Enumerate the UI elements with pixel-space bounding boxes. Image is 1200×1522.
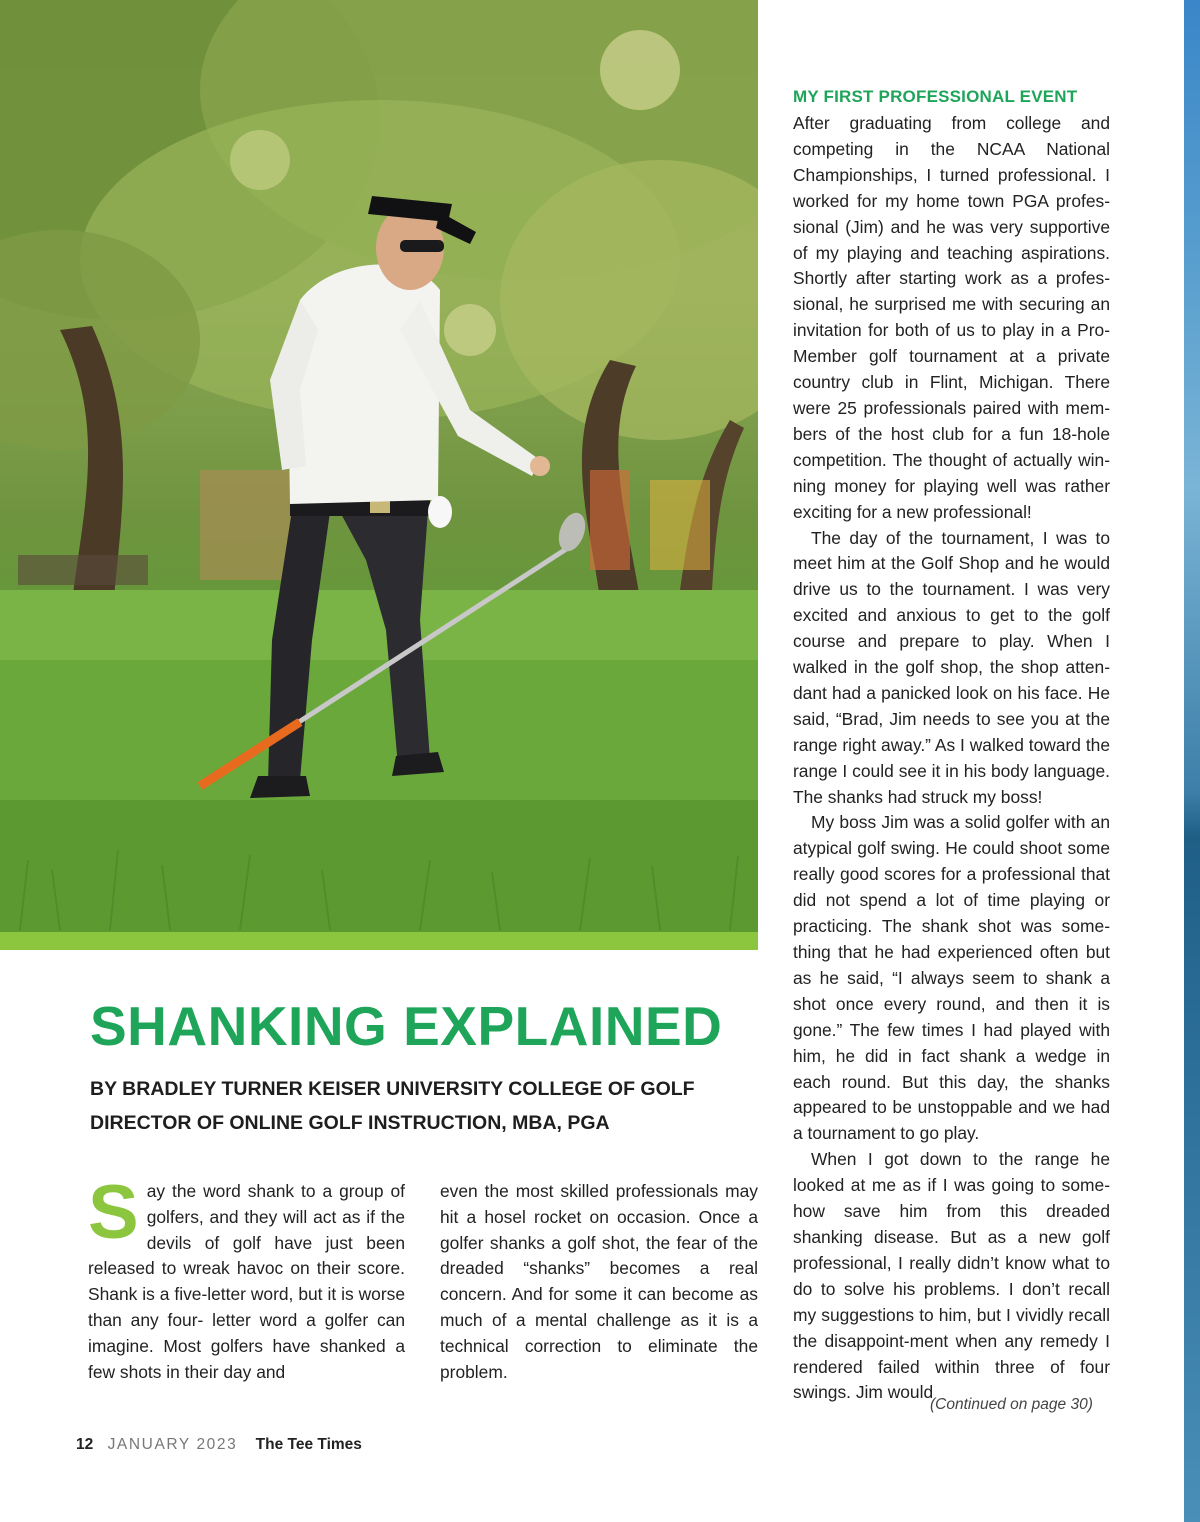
- golfer-photo: [0, 0, 758, 932]
- issue-date: JANUARY 2023: [107, 1436, 238, 1453]
- byline-line: BY BRADLEY TURNER KEISER UNIVERSITY COLLEGE OF GOLF: [90, 1078, 695, 1100]
- photo-accent-bar: [0, 932, 758, 950]
- publication-name: The Tee Times: [255, 1436, 362, 1453]
- adjacent-page-edge: [1184, 0, 1200, 1522]
- drop-cap: S: [88, 1170, 139, 1255]
- page-footer: [76, 1436, 362, 1454]
- paragraph: When I got down to the range he looked at me as if I was going to some-how save him from this dreaded shanking disease. But as a new golf professional, I really didn’t know what to do to solve his problems. I don’t recall my suggestions to him, but I vividly recall the disappoint-ment when any remedy I rendered failed within three of four swings. Jim would: [793, 1149, 1110, 1403]
- body-column-2: [440, 1179, 758, 1385]
- section-heading: MY FIRST PROFESSIONAL EVENT: [793, 87, 1078, 106]
- body-column-1: [88, 1170, 405, 1385]
- page-number: 12: [76, 1436, 94, 1453]
- paragraph: My boss Jim was a solid golfer with an atypical golf swing. He could shoot some really good scores for a professional that did not spend a lot of time playing or practicing. The shank shot was some-thing that he had experienced often but as he said, “I always seem to shank a shot once every round, and then it is gone.” The few times I had played with him, he did in fact shank a wedge in each round. But this day, the shanks appeared to be unstoppable and we had a tournament to go play.: [793, 812, 1110, 1144]
- byline-line: DIRECTOR OF ONLINE GOLF INSTRUCTION, MBA, PGA: [90, 1112, 610, 1134]
- right-column: [793, 111, 1110, 1406]
- paragraph: After graduating from college and competing in the NCAA National Championships, I turned professional. I worked for my home town PGA profes-sional (Jim) and he was very supportive of my playing and teaching aspirations. Shortly after starting work as a profes-sional, he surprised me with securing an invitation for both of us to play in a Pro-Member golf tournament at a private country club in Flint, Michigan. There were 25 professionals paired with mem-bers of the host club for a fun 18-hole competition. The thought of actually win-ning money for playing well was rather exciting for a new professional!: [793, 113, 1110, 522]
- paragraph: The day of the tournament, I was to meet him at the Golf Shop and he would drive us to the tournament. I was very excited and anxious to get to the golf course and prepare to play. When I walked in the golf shop, the shop atten-dant had a panicked look on his face. He said, “Brad, Jim needs to see you at the range right away.” As I walked toward the range I could see it in his body language. The shanks had struck my boss!: [793, 527, 1110, 807]
- body-text: even the most skilled professionals may hit a hosel rocket on occasion. Once a golfer shanks a golf shot, the fear of the dreaded “shanks” becomes a real concern. And for some it can become as much of a mental challenge as it is a technical correction to eliminate the problem.: [440, 1181, 758, 1382]
- article-title: SHANKING EXPLAINED: [90, 995, 723, 1057]
- body-text: ay the word shank to a group of golfers, and they will act as if the devils of golf have just been released to wreak havoc on their score. Shank is a five-letter word, but it is worse than any four- letter word a golfer can imagine. Most golfers have shanked a few shots in their day and: [88, 1181, 405, 1382]
- continued-note: (Continued on page 30): [930, 1396, 1093, 1413]
- byline: [90, 1072, 695, 1140]
